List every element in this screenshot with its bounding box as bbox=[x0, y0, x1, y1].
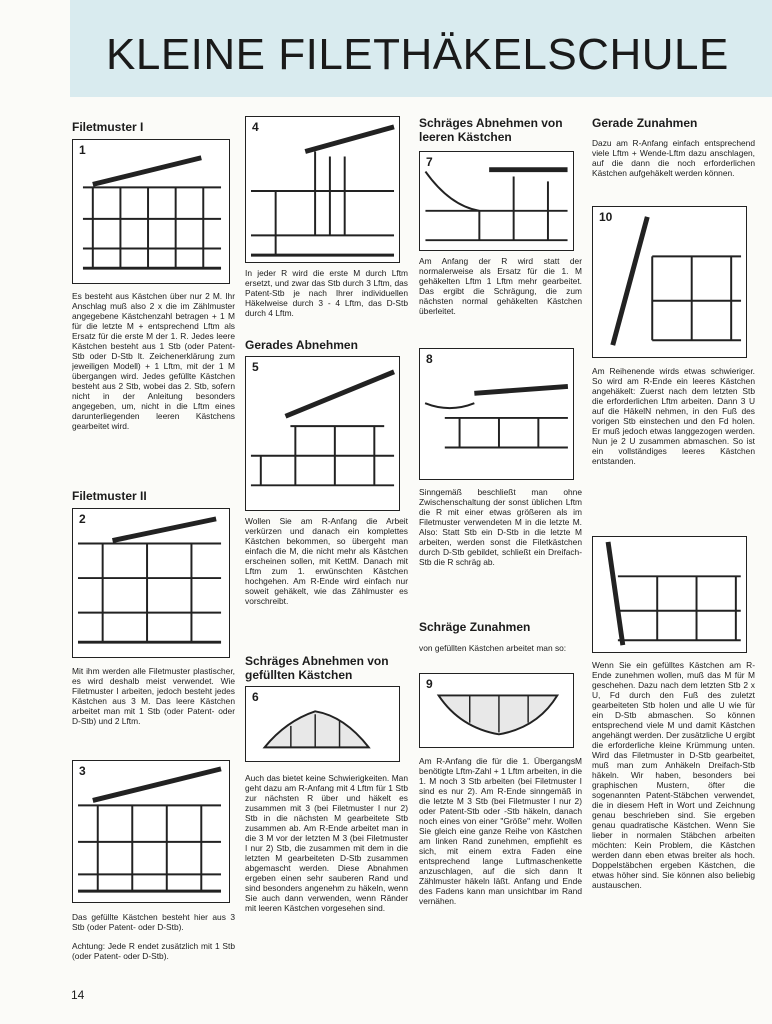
crochet-diagram bbox=[246, 687, 399, 761]
heading-schraege-zunahmen: Schräge Zunahmen bbox=[419, 620, 531, 634]
text-figure-10: Am Reihenende wirds etwas schwieriger. So wird am R-Ende ein leeres Kästchen angehäkelt: Zuerst nach dem letzten Stb die erforderlichen Lftm arbeiten. Dann 3 U auf die HäkelN nehmen, in den Fuß des vorigen Stb einstechen und den Fd holen. Er muß jedoch etwas langgezogen werden. Nun je 2 U zusammen abmaschen. So ist ein vollständiges leeres Kästchen entstanden. bbox=[592, 366, 755, 466]
figure-number: 5 bbox=[252, 360, 259, 374]
crochet-diagram bbox=[593, 537, 746, 652]
text-figure-8: Sinngemäß beschließt man ohne Zwischenschaltung der sonst üblichen Lftm die R mit einer etwas größeren als im Filetmuster verwendeten M in die letzte M. Also: Statt Stb ein D-Stb in die letzte M arbeiten, werden sonst die Filetkästchen durch D-Stb gebildet, schließt ein Dreifach-Stb die R schräg ab. bbox=[419, 487, 582, 567]
page-number: 14 bbox=[71, 988, 85, 1002]
figure-11 bbox=[592, 536, 747, 653]
figure-1 bbox=[72, 139, 230, 284]
crochet-diagram bbox=[246, 117, 399, 262]
figure-number: 9 bbox=[426, 677, 433, 691]
text-gerades-abnehmen: Wollen Sie am R-Anfang die Arbeit verkürzen und danach ein komplettes Kästchen bekommen, so übergeht man einfach die M, die nicht mehr als Kästchen erscheinen sollen, mit KettM. Danach mit Lftm zum 1. erwünschten Kästchen hochgehen. Am R-Ende wird einfach nur soweit gehäkelt, wie das Zählmuster es vorschreibt. bbox=[245, 516, 408, 606]
figure-number: 8 bbox=[426, 352, 433, 366]
crochet-diagram bbox=[420, 674, 573, 747]
heading-schraeges-abnehmen-leer: Schräges Abnehmen von leeren Kästchen bbox=[419, 116, 563, 144]
figure-5 bbox=[245, 356, 400, 511]
text-schraege-zunahmen: Am R-Anfang die für die 1. ÜbergangsM benötigte Lftm-Zahl + 1 Lftm arbeiten, in die 1. M noch 3 Stb arbeiten (bei Filetmuster I sind es nur 2). Am R-Ende sinngemäß in die letzte M 3 Stb (bei Filetmuster I nur 2) oder Patent-Stb oder -Stb häkeln, danach noch eines von einer "Größe" mehr. Wollen Sie gleich eine ganze Reihe von Kästchen am linken Rand zunehmen, empfiehlt es sich, mit einem extra Faden eine entsprechend lange Luftmaschenkette anzuschlagen, auf die sich dann lt Zählmuster häkeln läßt. Anfang und Ende des Fadens kann man unsichtbar im Rand vernähen. bbox=[419, 756, 582, 906]
crochet-diagram bbox=[73, 509, 229, 657]
page-title: KLEINE FILETHÄKELSCHULE bbox=[106, 30, 729, 79]
figure-2 bbox=[72, 508, 230, 658]
figure-number: 10 bbox=[599, 210, 613, 224]
crochet-diagram bbox=[246, 357, 399, 510]
figure-number: 4 bbox=[252, 120, 259, 134]
heading-gerade-zunahmen: Gerade Zunahmen bbox=[592, 116, 698, 130]
text-filetmuster-2: Mit ihm werden alle Filetmuster plastischer, es wird deshalb meist verwendet. Wie Filetmuster I arbeiten, jedoch besteht jedes Kästchen aus 3 M. Das leere Kästchen arbeitet man mit 1 Stb (oder Patent- oder D-Stb) und 2 Lftm. bbox=[72, 666, 235, 726]
crochet-diagram bbox=[593, 207, 746, 357]
crochet-diagram bbox=[73, 761, 229, 902]
figure-4 bbox=[245, 116, 400, 263]
text-figure-7: Am Anfang der R wird statt der normalerweise als Ersatz für die 1. M gehäkelten Lftm 1 Lftm mehr gearbeitet. Das ergibt die Schrägung, die zum nächsten normal gehäkelten Kästchen überleitet. bbox=[419, 256, 582, 316]
text-gerade-zunahmen-intro: Dazu am R-Anfang einfach entsprechend viele Lftm + Wende-Lftm dazu anschlagen, auf die dann die noch erforderlichen Kästchen aufgehäkelt werden können. bbox=[592, 138, 755, 178]
figure-number: 7 bbox=[426, 155, 433, 169]
figure-8 bbox=[419, 348, 574, 480]
crochet-diagram bbox=[73, 140, 229, 283]
figure-3 bbox=[72, 760, 230, 903]
text-filetmuster-1: Es besteht aus Kästchen über nur 2 M. Ihr Anschlag muß also 2 x die im Zählmuster angegebene Kästchenzahl betragen + 1 M für die letzte M + entsprechend Lftm als Ersatz für die erste M der 1. R. Jedes leere Kästchen besteht aus 1 Stb (oder Patent-Stb oder D-Stb lt. Zeichenerklärung zum jeweiligen Modell) + 1 Lftm, mit der 1 M übergangen wird. Jedes gefüllte Kästchen besteht aus 2 Stb, wobei das 2. Stb, sofern nicht in der Anleitung besonders angegeben, um, nicht in die Lftm eines darunterliegenden leeren Kästchens gearbeitet wird. bbox=[72, 291, 235, 431]
crochet-diagram bbox=[420, 349, 573, 479]
figure-number: 2 bbox=[79, 512, 86, 526]
figure-number: 1 bbox=[79, 143, 86, 157]
heading-schraeges-abnehmen-gefuellt: Schräges Abnehmen von gefüllten Kästchen bbox=[245, 654, 389, 682]
heading-filetmuster-1: Filetmuster I bbox=[72, 120, 144, 134]
text-filetmuster-3-note: Achtung: Jede R endet zusätzlich mit 1 Stb (oder Patent- oder D-Stb). bbox=[72, 941, 235, 961]
figure-9 bbox=[419, 673, 574, 748]
text-figure-4: In jeder R wird die erste M durch Lftm ersetzt, und zwar das Stb durch 3 Lftm, das Patent-Stb je nach Ihrer individuellen Häkelweise durch 3 - 4 Lftm, das D-Stb durch 4 Lftm. bbox=[245, 268, 408, 318]
text-filetmuster-3: Das gefüllte Kästchen besteht hier aus 3 Stb (oder Patent- oder D-Stb). bbox=[72, 912, 235, 932]
heading-gerades-abnehmen: Gerades Abnehmen bbox=[245, 338, 358, 352]
text-schraege-zunahmen-intro: von gefüllten Kästchen arbeitet man so: bbox=[419, 643, 567, 653]
heading-filetmuster-2: Filetmuster II bbox=[72, 489, 147, 503]
text-schraeges-abnehmen-gefuellt: Auch das bietet keine Schwierigkeiten. Man geht dazu am R-Anfang mit 4 Lftm für 1 Stb zur nächsten R über und häkelt es zusammen mit 3 (bei Filetmuster I nur 2) Stb in die nächsten M gearbeitete Stb zusammen ab. Am R-Ende arbeitet man in die 3 M vor der letzten M 3 (bei Filetmuster I nur 2) Stb, die zusammen mit dem in die letzten M gearbeiteten D-Stb zusammen abgemascht werden. Diese Abnahmen ergeben einen sehr sauberen Rand und sind besonders angenehm zu häkeln, wenn Sie auch dann verwenden, wenn Ränder mit leeren Kästchen vorgesehen sind. bbox=[245, 773, 408, 913]
figure-10 bbox=[592, 206, 747, 358]
figure-6 bbox=[245, 686, 400, 762]
text-gefuelltes-kaestchen: Wenn Sie ein gefülltes Kästchen am R-Ende zunehmen wollen, muß das M für M geschehen. Dazu nach dem letzten Stb 2 x U, Fd durch den Fuß des zuletzt gearbeiteten Stb holen und alle U wie für ein D-Stb abmaschen. So können entsprechend viele M und damit Kästchen angehängt werden. Der zusätzliche U ergibt die erforderliche kleine Krümmung unten. Wird das Filetmuster in D-Stb gearbeitet, muß man zum Anhäkeln Dreifach-Stb häkeln. Wir haben, besonders bei graphischen Mustern, öfter die sogenannten Patent-Stäbchen verwendet, die in diesem Heft in Wort und Zeichnung genau beschrieben sind. Sie ergeben genau quadratische Kästchen. Wenn Sie lieber in normalen Stäbchen arbeiten möchten: Kein Problem, die Kästchen werden dann eben etwas breiter als hoch. Doppelstäbchen ergeben Kästchen, die etwas höher sind. Sie können also beliebig austauschen. bbox=[592, 660, 755, 890]
crochet-diagram bbox=[420, 152, 573, 250]
title-banner bbox=[70, 0, 772, 97]
figure-number: 6 bbox=[252, 690, 259, 704]
figure-number: 3 bbox=[79, 764, 86, 778]
figure-7 bbox=[419, 151, 574, 251]
